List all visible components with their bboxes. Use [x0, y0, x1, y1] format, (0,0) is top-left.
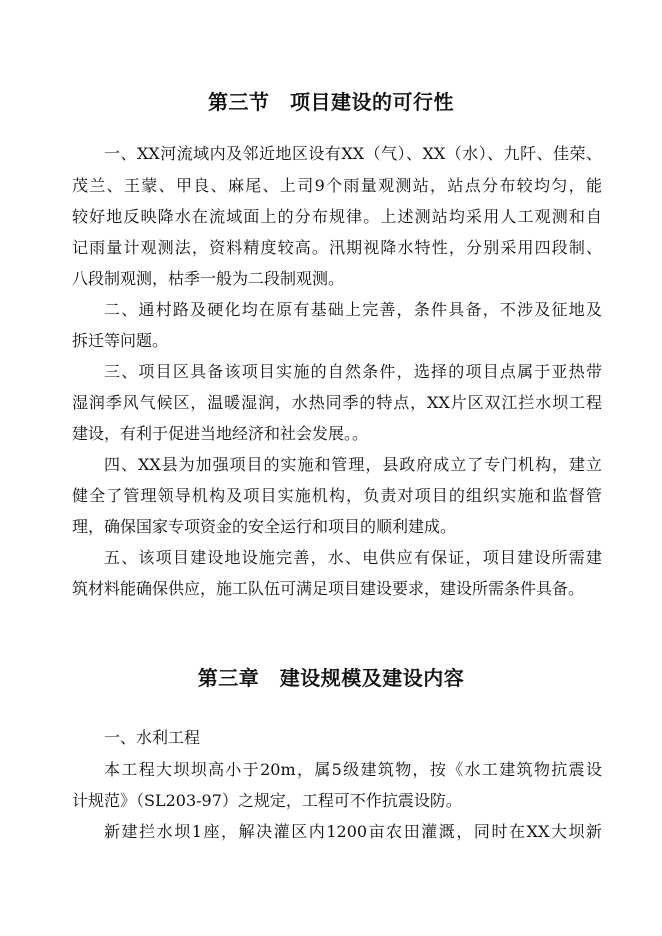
paragraph-1-line-3: 较好地反映降水在流域面上的分布规律。上述测站均采用人工观测和自 — [72, 207, 602, 226]
paragraph-2-line-2: 拆迁等问题。 — [72, 331, 169, 350]
paragraph-4-line-2: 健全了管理领导机构及项目实施机构，负责对项目的组织实施和监督管 — [72, 486, 602, 505]
paragraph-5-line-1: 五、该项目建设地设施完善，水、电供应有保证，项目建设所需建 — [104, 548, 602, 567]
section-title: 第三节 项目建设的可行性 — [208, 90, 454, 114]
paragraph-4-line-1: 四、XX县为加强项目的实施和管理，县政府成立了专门机构，建立 — [104, 455, 602, 474]
paragraph-6-line-2: 计规范》（SL203-97）之规定，工程可不作抗震设防。 — [72, 791, 462, 810]
paragraph-7-line-1: 新建拦水坝1座，解决灌区内1200亩农田灌溉，同时在XX大坝新 — [104, 822, 602, 841]
paragraph-3-line-3: 建设，有利于促进当地经济和社会发展。。 — [72, 424, 369, 443]
paragraph-1-line-1: 一、XX河流域内及邻近地区设有XX（气）、XX（水）、九阡、佳荣、 — [104, 144, 602, 163]
paragraph-1-line-2: 茂兰、王蒙、甲良、麻尾、上司9个雨量观测站，站点分布较均匀，能 — [72, 176, 602, 195]
paragraph-3-line-2: 湿润季风气候区，温暖湿润，水热同季的特点，XX片区双江拦水坝工程 — [72, 393, 602, 412]
paragraph-1-line-4: 记雨量计观测法，资料精度较高。汛期视降水特性，分别采用四段制、 — [72, 238, 602, 257]
paragraph-2-line-1: 二、通村路及硬化均在原有基础上完善，条件具备，不涉及征地及 — [104, 300, 602, 319]
paragraph-5-line-2: 筑材料能确保供应，施工队伍可满足项目建设要求，建设所需条件具备。 — [72, 579, 585, 598]
subheading-water-engineering: 一、水利工程 — [104, 728, 201, 747]
chapter-title: 第三章 建设规模及建设内容 — [197, 666, 465, 690]
paragraph-1-line-5: 八段制观测，枯季一般为二段制观测。 — [72, 269, 345, 288]
paragraph-6-line-1: 本工程大坝坝高小于20m，属5级建筑物，按《水工建筑物抗震设 — [104, 760, 602, 779]
paragraph-4-line-3: 理，确保国家专项资金的安全运行和项目的顺利建成。 — [72, 517, 457, 536]
paragraph-3-line-1: 三、项目区具备该项目实施的自然条件，选择的项目点属于亚热带 — [104, 362, 602, 381]
